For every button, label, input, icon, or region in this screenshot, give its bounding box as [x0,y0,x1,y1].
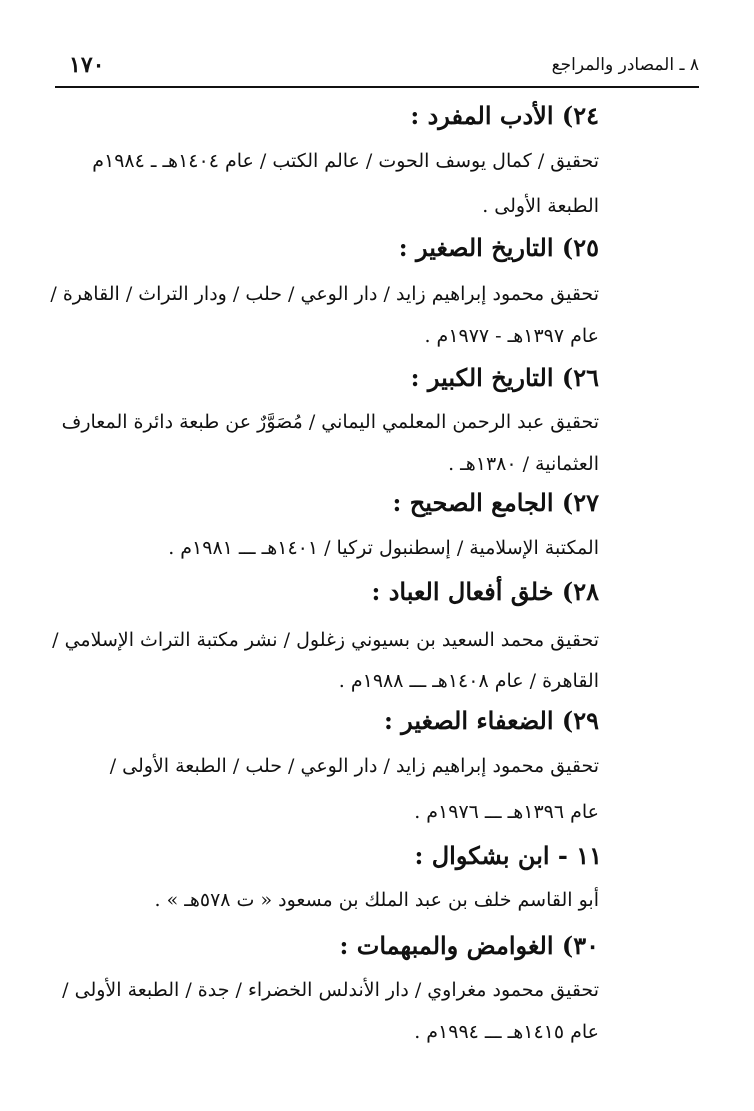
entry-line: تحقيق / كمال يوسف الحوت / عالم الكتب / عام ١٤٠٤هـ ـ ١٩٨٤م [92,150,599,172]
entry-line: المكتبة الإسلامية / إسطنبول تركيا / ١٤٠١هـ ـــ ١٩٨١م . [168,537,599,559]
entry-heading: ٢٥) التاريخ الصغير : [398,233,599,262]
author-line: أبو القاسم خلف بن عبد الملك بن مسعود « ت ٥٧٨هـ » . [154,889,599,911]
entry-heading: ٢٦) التاريخ الكبير : [410,363,599,392]
entry-line: القاهرة / عام ١٤٠٨هـ ـــ ١٩٨٨م . [338,670,599,692]
entry-heading: ٢٩) الضعفاء الصغير : [383,706,599,735]
entry-line: تحقيق محمود مغراوي / دار الأندلس الخضراء / جدة / الطبعة الأولى / [62,979,599,1001]
entry-heading: ٢٧) الجامع الصحيح : [392,488,599,517]
page-header [55,52,699,88]
page-number: ١٧٠ [69,52,105,78]
entry-line: العثمانية / ١٣٨٠هـ . [448,453,599,475]
entry-line: عام ١٤١٥هـ ـــ ١٩٩٤م . [414,1021,599,1043]
section-title: ٨ ـ المصادر والمراجع [551,55,699,75]
entry-line: تحقيق عبد الرحمن المعلمي اليماني / مُصَوَّرٌ عن طبعة دائرة المعارف [61,411,599,433]
entry-line: الطبعة الأولى . [482,195,599,217]
entry-heading: ٣٠) الغوامض والمبهمات : [339,931,599,960]
entry-line: عام ١٣٩٧هـ - ١٩٧٧م . [424,325,599,347]
entry-line: تحقيق محمود إبراهيم زايد / دار الوعي / حلب / الطبعة الأولى / [109,755,599,777]
entry-line: عام ١٣٩٦هـ ـــ ١٩٧٦م . [414,801,599,823]
entry-line: تحقيق محمود إبراهيم زايد / دار الوعي / حلب / ودار التراث / القاهرة / [50,283,599,305]
entry-heading: ٢٤) الأدب المفرد : [410,101,599,130]
entry-heading: ٢٨) خلق أفعال العباد : [371,577,599,606]
entry-line: تحقيق محمد السعيد بن بسيوني زغلول / نشر مكتبة التراث الإسلامي / [52,629,599,651]
author-heading: ١١ - ابن بشكوال : [414,841,602,870]
